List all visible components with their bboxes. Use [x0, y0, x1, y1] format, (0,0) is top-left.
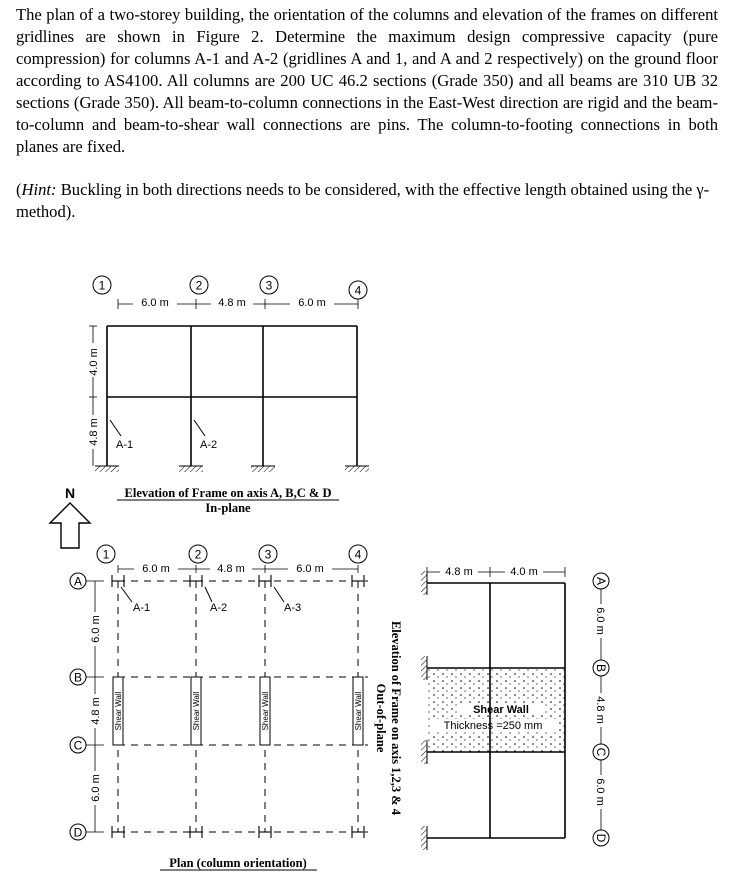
outplane-grid-bubble-d — [593, 830, 609, 846]
svg-text:Shear Wall: Shear Wall — [261, 691, 270, 731]
elev-span-1: 6.0 m — [141, 297, 169, 309]
svg-text:3: 3 — [264, 547, 272, 562]
plan-grid-bubble-c — [70, 737, 86, 753]
svg-text:2: 2 — [194, 547, 202, 562]
plan-caption: Plan (column orientation) — [169, 856, 307, 870]
svg-text:3: 3 — [265, 278, 273, 293]
north-label: N — [64, 485, 76, 501]
plan-label-a2: A-2 — [210, 602, 228, 614]
outplane-grid-bubble-a — [593, 573, 609, 589]
elev-span-2: 4.8 m — [218, 297, 246, 309]
plan-span-x-1: 6.0 m — [142, 563, 170, 575]
svg-text:4: 4 — [354, 283, 362, 298]
plan-shear-wall — [191, 677, 201, 745]
elev-height-lower: 4.8 m — [88, 418, 100, 446]
fixed-support-icon — [179, 466, 203, 472]
hint-label: Hint: — [21, 180, 57, 199]
fixed-support-icon — [345, 466, 369, 472]
plan-grid-bubble-4 — [349, 545, 367, 563]
svg-text:Shear Wall: Shear Wall — [354, 691, 363, 731]
elev-outplane-subcaption: Out-of-plane — [374, 683, 388, 753]
column-section-icon — [112, 575, 364, 838]
svg-text:D: D — [594, 833, 608, 843]
svg-text:1: 1 — [102, 547, 110, 562]
plan-span-y-1: 6.0 m — [90, 615, 102, 643]
svg-text:C: C — [594, 747, 608, 757]
plan-grid-bubble-b — [70, 669, 86, 685]
outplane-span-y-1: 6.0 m — [594, 607, 606, 635]
svg-text:A: A — [73, 574, 83, 589]
elev-label-a2: A-2 — [200, 439, 218, 451]
svg-text:A: A — [594, 576, 608, 586]
elev-grid-bubble-1 — [93, 276, 111, 294]
svg-text:Shear Wall: Shear Wall — [114, 691, 123, 731]
fixed-support-icon — [95, 466, 119, 472]
elev-height-upper: 4.0 m — [88, 348, 100, 376]
plan-span-x-2: 4.8 m — [217, 563, 245, 575]
svg-text:D: D — [73, 825, 83, 840]
plan-span-y-2: 4.8 m — [90, 697, 102, 725]
plan-grid-bubble-a — [70, 573, 86, 589]
fixed-support-icon — [421, 826, 427, 850]
elev-label-a1: A-1 — [116, 439, 134, 451]
outplane-span-y-3: 6.0 m — [594, 778, 606, 806]
hint-text: Buckling in both directions needs to be considered, with the effective length obtained using the γ-method). — [16, 180, 710, 221]
elev-grid-bubble-2 — [190, 276, 208, 294]
elev-outplane-caption: Elevation of Frame on axis 1,2,3 & 4 — [389, 620, 403, 816]
outplane-span-1: 4.8 m — [445, 566, 473, 578]
outplane-thickness-label: Thickness =250 mm — [443, 720, 543, 732]
svg-text:2: 2 — [195, 278, 203, 293]
svg-text:B: B — [594, 663, 608, 673]
plan-grid-bubble-2 — [189, 545, 207, 563]
outplane-wall-label: Shear Wall — [473, 704, 529, 716]
outplane-grid-bubble-b — [593, 660, 609, 676]
elev-grid-bubble-4 — [349, 281, 367, 299]
fixed-support-icon — [421, 571, 427, 595]
plan-grid-bubble-1 — [97, 545, 115, 563]
plan-view — [70, 545, 368, 870]
fixed-support-icon — [421, 656, 427, 680]
svg-text:B: B — [73, 670, 83, 685]
plan-span-x-3: 6.0 m — [296, 563, 324, 575]
fixed-support-icon — [251, 466, 275, 472]
svg-text:1: 1 — [98, 278, 106, 293]
north-arrow-icon — [50, 485, 90, 548]
plan-shear-wall — [113, 677, 123, 745]
outplane-span-y-2: 4.8 m — [594, 696, 606, 724]
svg-text:Shear Wall: Shear Wall — [192, 691, 201, 731]
elev-inplane-subcaption: In-plane — [205, 501, 251, 515]
svg-text:C: C — [73, 738, 83, 753]
elevation-inplane — [86, 276, 369, 515]
plan-label-a3: A-3 — [284, 602, 302, 614]
plan-span-y-3: 6.0 m — [90, 774, 102, 802]
fixed-support-icon — [421, 740, 427, 764]
plan-grid-bubble-3 — [259, 545, 277, 563]
outplane-span-2: 4.0 m — [510, 566, 538, 578]
elev-inplane-caption: Elevation of Frame on axis A, B,C & D — [124, 486, 332, 500]
elev-grid-bubble-3 — [260, 276, 278, 294]
plan-shear-wall — [353, 677, 363, 745]
plan-shear-wall — [260, 677, 270, 745]
elev-span-3: 6.0 m — [298, 297, 326, 309]
plan-grid-bubble-d — [70, 824, 86, 840]
problem-statement: The plan of a two-storey building, the orientation of the columns and elevation of the frames on different gridlines are shown in Figure 2. Determine the maximum design compressive capacity (pure compression) for columns A-1 and A-2 (gridlines A and 1, and A and 2 respectively) on the ground floor according to AS4100. All columns are 200 UC 46.2 sections (Grade 350) and all beams are 310 UB 32 sections (Grade 350). All beam-to-column connections in the East-West direction are rigid and the beam-to-column and beam-to-shear wall connections are pins. The column-to-footing connections in both planes are fixed. — [16, 5, 718, 156]
svg-text:4: 4 — [354, 547, 362, 562]
outplane-grid-bubble-c — [593, 744, 609, 760]
plan-label-a1: A-1 — [133, 602, 151, 614]
hint-paragraph: (Hint: Buckling in both directions needs to be considered, with the effective length obtained using the γ-method). — [16, 180, 710, 221]
elevation-outplane — [374, 565, 609, 850]
